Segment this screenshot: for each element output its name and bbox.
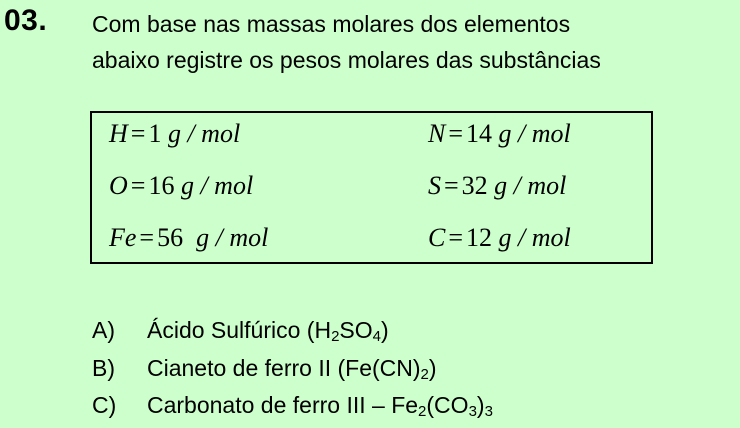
option-c [92,387,493,425]
question-number: 03. [4,4,48,37]
formula-subscript: 3 [484,403,493,420]
molar-mass-value: 12 [466,223,493,252]
molar-mass-value: 1 [148,119,162,148]
molar-mass-entry: S = 32 g / mol [428,171,567,200]
molar-mass-entry: H = 1 g / mol [109,119,241,148]
molar-mass-unit: g / mol [167,119,241,148]
option-b [92,350,493,388]
option-a [92,312,493,350]
option-letter: B) [92,354,115,381]
molar-mass-table [90,111,653,264]
molar-mass-unit: g / mol [498,223,571,252]
formula-text: ) [381,317,389,343]
formula-text: (CO [426,392,469,418]
molar-mass-entry: C = 12 g / mol [428,223,571,252]
formula-subscript: 2 [331,328,340,345]
element-symbol: Fe [109,223,137,252]
option-text: Ácido Sulfúrico (H [147,317,332,343]
molar-mass-unit: g / mol [498,119,571,148]
molar-mass-value: 14 [466,119,493,148]
formula-subscript: 2 [418,403,427,420]
formula-subscript: 4 [372,328,381,345]
molar-mass-entry: O = 16 g / mol [109,171,254,200]
option-text: Carbonato de ferro III – Fe [147,392,419,418]
molar-mass-value: 32 [461,171,488,200]
option-letter: A) [92,317,115,343]
prompt-line-1: Com base nas massas molares dos elementos [92,11,571,37]
formula-text: ) [476,392,485,418]
option-letter: C) [92,392,117,418]
answer-options-list [92,312,493,425]
formula-subscript: 2 [420,365,429,383]
molar-mass-unit: g / mol [196,223,269,252]
molar-mass-unit: g / mol [494,171,567,200]
molar-mass-entry: Fe = 56 g / mol [109,223,269,252]
element-symbol: H [109,119,128,148]
question-prompt [92,6,732,78]
element-symbol: S [428,171,441,200]
option-text: Cianeto de ferro II (Fe(CN) [147,354,421,381]
molar-mass-value: 56 [157,223,184,252]
molar-mass-value: 16 [148,171,175,200]
formula-text: SO [339,317,373,343]
prompt-line-2: abaixo registre os pesos molares das substâncias [92,47,601,73]
molar-mass-entry: N = 14 g / mol [428,119,571,148]
formula-text: ) [428,354,437,381]
molar-mass-unit: g / mol [180,171,254,200]
element-symbol: C [428,223,446,252]
element-symbol: O [109,171,128,200]
element-symbol: N [428,119,446,148]
formula-subscript: 3 [468,403,477,420]
